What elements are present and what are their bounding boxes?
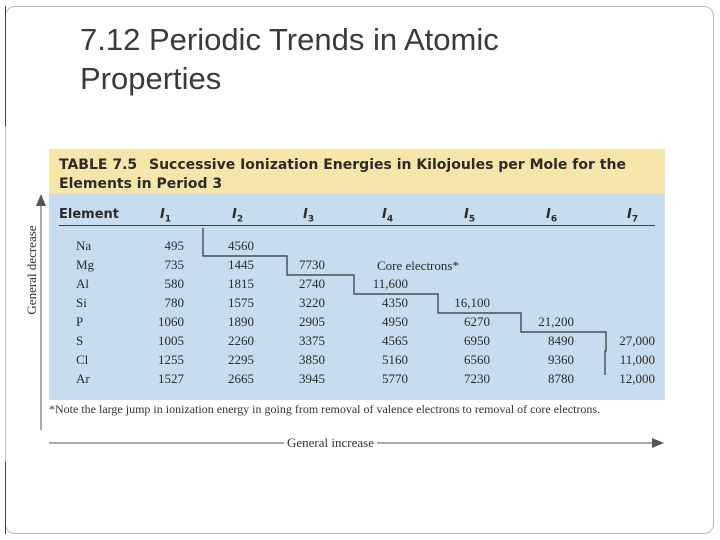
ionization-value: 4950 bbox=[382, 314, 408, 329]
ionization-value: 21,200 bbox=[538, 314, 574, 329]
ionization-value: 3945 bbox=[299, 371, 325, 386]
ionization-value: 9360 bbox=[548, 352, 574, 367]
ionization-value: 16,100 bbox=[454, 295, 490, 310]
header-subscript: 6 bbox=[550, 214, 558, 225]
ionization-value: 1527 bbox=[158, 371, 184, 386]
header-symbol: I bbox=[627, 207, 632, 222]
header-subscript: 5 bbox=[468, 214, 476, 225]
ionization-value: 5160 bbox=[382, 352, 408, 367]
element-symbol: Al bbox=[76, 276, 89, 291]
ionization-value: 2740 bbox=[299, 276, 325, 291]
element-symbol: Ar bbox=[76, 371, 90, 386]
ionization-value: 11,600 bbox=[372, 276, 408, 291]
ionization-value: 1575 bbox=[228, 295, 254, 310]
ionization-value: 4560 bbox=[228, 238, 254, 253]
slide-title-line-2: Properties bbox=[80, 61, 222, 96]
ionization-value: 7730 bbox=[299, 257, 325, 272]
element-symbol: S bbox=[76, 333, 84, 348]
element-symbol: Mg bbox=[76, 257, 95, 272]
ionization-value: 1890 bbox=[228, 314, 254, 329]
ionization-value: 6950 bbox=[464, 333, 490, 348]
header-symbol: I bbox=[160, 207, 165, 222]
ionization-value: 5770 bbox=[382, 371, 408, 386]
horizontal-trend-label: General increase bbox=[284, 435, 377, 451]
element-symbol: P bbox=[76, 314, 84, 329]
header-subscript: 3 bbox=[307, 214, 315, 225]
ionization-value: 2905 bbox=[299, 314, 325, 329]
ionization-value: 1445 bbox=[228, 257, 254, 272]
ionization-value: 2260 bbox=[228, 333, 254, 348]
ionization-value: 1255 bbox=[158, 352, 184, 367]
ionization-value: 8490 bbox=[548, 333, 574, 348]
header-symbol: I bbox=[464, 207, 469, 222]
ionization-value: 27,000 bbox=[619, 333, 655, 348]
ionization-value: 2295 bbox=[228, 352, 254, 367]
table-number: TABLE 7.5 bbox=[59, 157, 138, 173]
ionization-value: 1060 bbox=[158, 314, 184, 329]
vertical-trend-label: General decrease bbox=[24, 225, 39, 315]
ionization-value: 6270 bbox=[464, 314, 490, 329]
ionization-value: 8780 bbox=[548, 371, 574, 386]
ionization-value: 2665 bbox=[228, 371, 254, 386]
header-element: Element bbox=[59, 207, 119, 222]
table-caption-line-2: Elements in Period 3 bbox=[59, 176, 223, 192]
header-subscript: 4 bbox=[386, 214, 394, 225]
element-symbol: Cl bbox=[76, 352, 89, 367]
ionization-value: 4350 bbox=[382, 295, 408, 310]
ionization-value: 1005 bbox=[158, 333, 184, 348]
header-symbol: I bbox=[303, 207, 308, 222]
header-symbol: I bbox=[546, 207, 551, 222]
table-footnote: *Note the large jump in ionization energy in going from removal of valence electrons to removal of core electrons. bbox=[49, 402, 601, 416]
ionization-value: 4565 bbox=[382, 333, 408, 348]
ionization-value: 3850 bbox=[299, 352, 325, 367]
ionization-value: 7230 bbox=[464, 371, 490, 386]
ionization-value: 11,000 bbox=[619, 352, 655, 367]
vertical-arrow-head bbox=[36, 194, 46, 206]
ionization-value: 735 bbox=[164, 257, 184, 272]
element-symbol: Na bbox=[76, 238, 92, 253]
slide-title-line-1: 7.12 Periodic Trends in Atomic bbox=[80, 22, 499, 57]
core-electrons-label: Core electrons* bbox=[377, 258, 459, 273]
table-caption-line-1: Successive Ionization Energies in Kilojoules per Mole for the bbox=[149, 157, 626, 173]
element-symbol: Si bbox=[76, 295, 87, 310]
ionization-value: 3375 bbox=[299, 333, 325, 348]
ionization-value: 780 bbox=[164, 295, 184, 310]
horizontal-arrow-head bbox=[652, 438, 664, 448]
header-subscript: 2 bbox=[236, 214, 244, 225]
ionization-value: 12,000 bbox=[619, 371, 655, 386]
ionization-value: 6560 bbox=[464, 352, 490, 367]
header-subscript: 1 bbox=[164, 214, 172, 225]
ionization-value: 1815 bbox=[228, 276, 254, 291]
header-subscript: 7 bbox=[631, 214, 639, 225]
ionization-value: 580 bbox=[164, 276, 184, 291]
header-symbol: I bbox=[232, 207, 237, 222]
header-symbol: I bbox=[382, 207, 387, 222]
ionization-value: 3220 bbox=[299, 295, 325, 310]
ionization-value: 495 bbox=[164, 238, 184, 253]
